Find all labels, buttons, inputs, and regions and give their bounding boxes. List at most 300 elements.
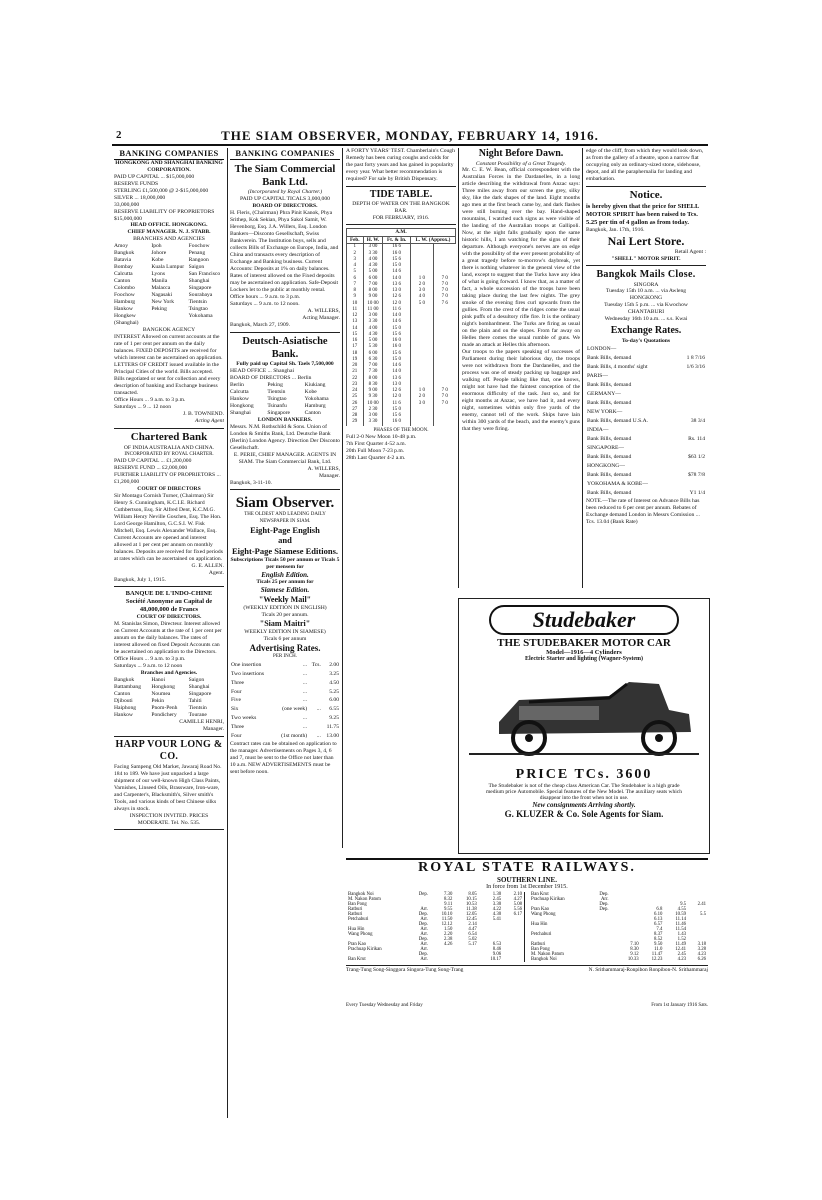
- table-cell: 1/6 3/16: [686, 363, 705, 370]
- tide-cell: 11 6: [383, 401, 410, 407]
- table-cell: 6.53: [492, 942, 502, 947]
- hsbc-branches: [114, 243, 224, 327]
- table-cell: [677, 426, 706, 435]
- table-cell: [677, 408, 706, 417]
- exchange-row: [586, 444, 706, 453]
- mail-line: Tuesday 15th 5 p.m. ... via Kwochow: [604, 302, 688, 309]
- branch-name: Hongkong: [151, 683, 175, 690]
- branch-name: Tourane: [188, 711, 207, 718]
- tide-cell: 10 00: [363, 301, 383, 307]
- table-cell: (1st month): [281, 733, 308, 740]
- table-cell: SINGAPORE—: [587, 444, 624, 451]
- railway-timetable: [346, 858, 708, 1116]
- tide-cell: 8 00: [363, 288, 383, 294]
- table-cell: [308, 714, 322, 723]
- table-cell: 5.17: [468, 942, 477, 947]
- studebaker-body: The Studebaker is not of the cheap class American Car. The Studebaker is a high grade medium price Automobile. Special features of the New Model. The auxiliary seats which disappear into the front when not in use.: [485, 783, 682, 801]
- table-cell: $78 7/8: [688, 471, 705, 478]
- branch-name: Kobe: [304, 388, 317, 395]
- studebaker-electric: Electric Starter and lighting (Wagner-System): [525, 656, 643, 662]
- table-cell: 6.26: [697, 957, 706, 962]
- table-cell: 7.30: [443, 892, 453, 897]
- branch-name: Tsinanfu: [267, 402, 287, 409]
- table-cell: Dep.: [418, 937, 428, 942]
- table-cell: 38 3/4: [690, 417, 705, 424]
- table-cell: 11.50: [441, 917, 453, 922]
- notice-body: is hereby given that the price for SHELL MOTOR SPIRIT has been raised to Tcs. 5.25 per tin of 4 gallon as from today.: [586, 202, 699, 226]
- branch-name: Noumea: [151, 690, 171, 697]
- table-cell: ...: [302, 679, 308, 686]
- branch-name: [151, 313, 186, 327]
- tide-cell: 26: [347, 401, 364, 407]
- newspaper-page: [112, 122, 708, 1122]
- table-cell: Hua Hin: [348, 927, 365, 932]
- tide-cell: 3 0: [410, 401, 433, 407]
- table-cell: 6.55: [329, 706, 339, 713]
- column-rule: [227, 148, 228, 1118]
- observer-sub2: Ticals 25 per annum for: [256, 579, 314, 586]
- deutsch-head: HEAD OFFICE ... Shanghai: [230, 367, 295, 374]
- mail-line: SINGORA: [633, 281, 659, 288]
- branch-name: Pekin: [151, 697, 165, 704]
- table-cell: [677, 462, 706, 471]
- table-cell: 12.23: [651, 957, 663, 962]
- table-cell: [308, 670, 322, 679]
- chartered-capital: [114, 458, 224, 486]
- table-cell: ...: [302, 697, 308, 704]
- table-cell: 2.41: [697, 902, 706, 907]
- exchange-row: [586, 381, 706, 390]
- table-cell: 5.41: [492, 917, 502, 922]
- table-cell: 1.50: [443, 927, 453, 932]
- store-name: Nai Lert Store.: [607, 234, 685, 249]
- tide-cell: 28: [347, 413, 364, 419]
- cough-notice: A FORTY YEARS' TEST. Chamberlain's Cough Remedy has been curing coughs and colds for the past forty years and has gained in popularity every year. What better recommendation is required? For sale by British Dispensary.: [346, 148, 455, 182]
- branch-name: Hanoi: [151, 676, 165, 683]
- article-body-2: Our troops to the papers speaking of successes of Parliament during their laborious day, the troops were not withdrawn from the Dardanelles, and the process was one of steady packing up baggage and walking off. People talking like that, one knows, might not have had the faintest conception of the enormous difficulty of the task. Just so, and for eight months at Anzac, we have had it, and every night, sometimes within only five yards of the enemy, cannot tell of the work. Ships have lain within 300 yards of the beach, and the enemy's guns that they were firing.: [462, 349, 580, 432]
- branch-name: Canton: [304, 409, 321, 416]
- branch-name: Peking: [267, 381, 283, 388]
- table-cell: 4.26: [443, 942, 453, 947]
- branch-name: Hankow: [230, 395, 249, 402]
- table-cell: 11.49: [675, 942, 687, 947]
- table-cell: Bank Bills, 4 months' sight: [587, 363, 648, 370]
- tide-cell: 15 0: [383, 357, 410, 363]
- table-cell: 4.50: [329, 679, 339, 686]
- table-cell: 11.75: [326, 724, 339, 731]
- table-cell: YOKOHAMA & KOBE—: [587, 480, 648, 487]
- tide-title: TIDE TABLE.: [369, 188, 433, 200]
- branch-name: Bangkok: [114, 676, 135, 683]
- table-cell: 10.59: [675, 912, 687, 917]
- tide-cell: 10 00: [363, 401, 383, 407]
- table-cell: 9.12: [630, 952, 639, 957]
- weekly-mail-price: Ticals 20 per annum.: [261, 612, 309, 619]
- table-cell: 2.00: [329, 661, 339, 668]
- mail-line: HONGKONG: [629, 295, 663, 302]
- table-cell: [308, 696, 322, 705]
- capital-line: RESERVE FUND ... £2,000,000: [114, 465, 188, 471]
- branch-name: Amoy: [114, 243, 128, 250]
- tide-cell: 12 0: [383, 301, 410, 307]
- harp-body: Facing Sampeng Old Market, Jawaraj Road No. 184 to 189. We have just unpacked a large shipment of our well-known High Class Paints, Varnishes, Linseed Oils, Brassware, Iron-ware, and Carpenter's, Blacksmith's, Silver smith's Tools, and various kinds of best Chinese silks always in stock.: [114, 763, 222, 812]
- branch-name: Djibouti: [114, 697, 133, 704]
- tide-cell: 15 0: [383, 326, 410, 332]
- tide-cell: [433, 244, 455, 251]
- table-cell: ...: [302, 661, 308, 668]
- tide-cell: 7: [347, 282, 364, 288]
- table-cell: Bank Bills, demand: [587, 435, 632, 442]
- chartered-name: Chartered Bank: [130, 431, 208, 444]
- siam-maitri-price: Ticals 6 per annum: [263, 636, 307, 643]
- adv-rates-note: Contract rates can be obtained on application to the manager. Advertisements on Pages 3, 4, 6 and 7, must be sent to the Office not later than 10 a.m. NEW ADVERTISEMENTS must be sent before noon.: [230, 741, 337, 776]
- table-cell: Four: [231, 733, 242, 740]
- tide-cell: 9: [347, 294, 364, 300]
- table-cell: Rs. 114: [688, 435, 705, 442]
- tide-cell: 2: [347, 251, 364, 257]
- table-cell: M. Nakon Patom: [531, 952, 564, 957]
- branch-name: Canton: [114, 278, 131, 285]
- table-cell: 8.30: [630, 947, 639, 952]
- tide-header-row: [347, 236, 456, 244]
- branch-name: Kuala Lumpur: [151, 264, 185, 271]
- tide-cell: 7 0: [433, 282, 455, 288]
- table-cell: 2.20: [443, 932, 453, 937]
- tide-cell: 25: [347, 394, 364, 400]
- table-cell: Bangkok Noi: [348, 892, 374, 897]
- moon-phase: 28th Last Quarter 4-2 a.m.: [346, 454, 406, 461]
- table-cell: Wang Phong: [531, 912, 556, 917]
- studebaker-title: THE STUDEBAKER MOTOR CAR: [497, 637, 671, 649]
- weekly-mail-sub: (WEEKLY EDITION IN ENGLISH): [243, 605, 327, 612]
- table-cell: 8.46: [492, 947, 502, 952]
- table-cell: 1.30: [492, 892, 502, 897]
- table-cell: Wang Phong: [348, 932, 373, 937]
- observer-name: Siam Observer.: [235, 494, 335, 511]
- table-cell: 4.30: [492, 912, 502, 917]
- hsbc-name: HONGKONG AND SHANGHAI BANKING CORPORATION.: [115, 159, 223, 173]
- tide-cell: 14 6: [383, 319, 410, 325]
- mail-line: Wednesday 16th 10 a.m. ... s.s. Kwai: [604, 316, 688, 323]
- tide-cell: 4 30: [363, 263, 383, 269]
- branch-name: Berlin: [230, 381, 244, 388]
- studebaker-model: Model—1916—4 Cylinders: [546, 649, 622, 656]
- harp-footer: INSPECTION INVITED. PRICES MODERATE. Tel. No. 535.: [129, 812, 209, 826]
- branch-name: Calcutta: [230, 388, 249, 395]
- tide-am-label: A.M.: [347, 229, 456, 237]
- hsbc-head-office: HEAD OFFICE. HONGKONG.: [130, 222, 208, 229]
- branch-name: Tsingtao: [188, 306, 208, 313]
- table-cell: 4.27: [513, 897, 522, 902]
- hsbc-capital: [114, 174, 224, 223]
- table-cell: 2.45: [492, 897, 502, 902]
- railway-line: SOUTHERN LINE.: [497, 876, 557, 884]
- tide-cell: 5 00: [363, 338, 383, 344]
- table-cell: 4.47: [468, 927, 477, 932]
- branch-name: Battambang: [114, 683, 142, 690]
- table-cell: Arr.: [420, 907, 428, 912]
- exchange-row: [586, 480, 706, 489]
- table-cell: 10.53: [465, 902, 477, 907]
- table-cell: 8.05: [468, 892, 477, 897]
- mails-title: Bangkok Mails Close.: [596, 269, 696, 280]
- branch-name: Manila: [151, 278, 168, 285]
- tide-sub: DEPTH OF WATER ON THE BANGKOK BAR.: [352, 201, 450, 215]
- tide-cell: 14 0: [383, 276, 410, 282]
- table-cell: Arr.: [420, 927, 428, 932]
- table-cell: 8.37: [653, 932, 663, 937]
- tide-cell: [433, 419, 455, 425]
- table-cell: Bank Bills, demand: [587, 453, 632, 460]
- tide-cell: 1: [347, 244, 364, 251]
- tide-cell: 5 30: [363, 344, 383, 350]
- table-cell: Pran Kao: [348, 942, 366, 947]
- shell-spirit: "SHELL" MOTOR SPIRIT.: [611, 256, 681, 263]
- branch-name: Kobe: [151, 257, 164, 264]
- studebaker-ad: [458, 598, 710, 854]
- table-cell: Ratburi: [348, 912, 363, 917]
- table-cell: Pran Kao: [531, 907, 549, 912]
- table-cell: ...: [316, 706, 321, 713]
- table-cell: 6.57: [653, 922, 663, 927]
- branch-name: Canton: [114, 690, 131, 697]
- railway-lower-left: Trang-Tung Song-Singgora Singora-Tung Song-Trang: [346, 967, 464, 973]
- tide-cell: 5: [347, 269, 364, 275]
- rate-row: [230, 732, 340, 741]
- rate-row: [230, 679, 340, 688]
- table-cell: 2.45: [677, 952, 687, 957]
- indochine-name: BANQUE DE L'INDO-CHINE: [125, 589, 213, 597]
- tide-cell: 3 30: [363, 251, 383, 257]
- tide-cell: 13 0: [383, 382, 410, 388]
- exchange-row: [586, 471, 706, 480]
- table-cell: 8.32: [443, 897, 453, 902]
- hsbc-branches-title: BRANCHES AND AGENCIES: [133, 236, 205, 243]
- branch-name: New York: [151, 299, 175, 306]
- railway-lower-right: N. Srithammaraj-Ronpibon Ronpibon-N. Srithammaraj: [588, 967, 708, 973]
- rate-row: [230, 723, 340, 732]
- tide-cell: 4 30: [363, 332, 383, 338]
- chartered-signature: G. E. ALLEN.: [191, 562, 224, 569]
- railway-row: [529, 957, 708, 962]
- table-cell: Three: [231, 679, 245, 686]
- table-cell: 9.11: [444, 902, 453, 907]
- indochine-hours: [114, 656, 224, 670]
- branch-name: Tientsin: [188, 704, 207, 711]
- siam-bank-date: Bangkok, March 27, 1909.: [230, 321, 290, 328]
- table-cell: 12.45: [465, 917, 477, 922]
- hsbc-hours: [114, 397, 224, 411]
- branch-name: Tsingtao: [267, 395, 287, 402]
- observer-sub1: Subscriptions Ticals 50 per annum or Ticals 5 per mensem for: [230, 556, 340, 570]
- tide-cell: 8 30: [363, 382, 383, 388]
- siam-bank-signature: A. WILLERS,: [307, 307, 340, 314]
- tide-cell: 14 6: [383, 363, 410, 369]
- table-cell: 10.17: [490, 957, 502, 962]
- table-cell: ...: [316, 733, 321, 740]
- table-cell: Bank Bills, demand: [587, 354, 632, 361]
- tide-cell: 7 0: [433, 394, 455, 400]
- mails-list: [586, 282, 706, 324]
- edition-line: Eight-Page English: [250, 524, 320, 535]
- table-cell: Arr.: [420, 947, 428, 952]
- branch-name: Kiukiang: [304, 381, 326, 388]
- deutsch-london: LONDON BANKERS.: [257, 416, 313, 423]
- tide-cell: 9 00: [363, 294, 383, 300]
- page-number: 2: [116, 129, 122, 141]
- table-cell: 6.10: [653, 912, 663, 917]
- tide-cell: 16 0: [383, 419, 410, 425]
- tide-cell: 7 30: [363, 369, 383, 375]
- office-hours-line: Saturdays ... 9 ... 12 noon: [114, 404, 172, 411]
- branch-name: Shanghai: [188, 278, 210, 285]
- observer-siamese: Siamese Edition.: [260, 586, 310, 595]
- table-cell: ...: [302, 670, 308, 677]
- table-cell: ...: [302, 688, 308, 695]
- exchange-subtitle: To-day's Quotations: [621, 337, 671, 344]
- table-cell: 7.4: [656, 927, 663, 932]
- tide-cell: 6 00: [363, 276, 383, 282]
- table-cell: 12.41: [675, 947, 687, 952]
- office-hours-line: Saturdays ... 9 a.m. to 12 noon.: [230, 300, 300, 307]
- tide-cell: 29: [347, 419, 364, 425]
- branch-name: Penang: [188, 250, 206, 257]
- table-cell: [677, 444, 706, 453]
- masthead: [112, 128, 708, 146]
- tide-row: [347, 244, 456, 251]
- hsbc-body: INTEREST Allowed on current accounts at the rate of 1 per cent per annum on the daily balances. FIXED DEPOSITS are received for which interest can be ascertained on application. LETTERS OF CREDIT issued available in the Principal Cities of the world. Bills accepted. Bills negotiated or sent for collection and every description of banking and Exchange business transacted.: [114, 334, 223, 397]
- table-cell: Bank Bills, demand U.S.A.: [587, 417, 649, 424]
- notice-title: Notice.: [629, 188, 663, 201]
- tide-cell: 15: [347, 332, 364, 338]
- table-cell: 1.43: [677, 932, 687, 937]
- table-cell: Tcs.: [311, 661, 321, 668]
- tide-cell: 11 00: [363, 307, 383, 313]
- table-cell: 7.10: [630, 942, 639, 947]
- railway-row: [346, 957, 525, 962]
- table-cell: 9.06: [492, 952, 502, 957]
- tide-cell: 15 6: [383, 413, 410, 419]
- table-cell: ...: [302, 715, 308, 722]
- section-heading: BANKING COMPANIES: [230, 148, 340, 160]
- siam-bank-board: BOARD OF DIRECTORS.: [252, 202, 318, 209]
- tide-table: [346, 228, 456, 425]
- indochine-branches: [114, 677, 224, 719]
- table-cell: One insertion: [231, 661, 262, 668]
- table-cell: 4.55: [677, 907, 687, 912]
- tide-cell: 11 6: [383, 307, 410, 313]
- tide-cell: 3 0: [410, 288, 433, 294]
- tide-cell: 7 0: [433, 276, 455, 282]
- table-cell: Bangkok Noi: [531, 957, 557, 962]
- tide-cell: 7 0: [433, 401, 455, 407]
- tide-cell: 16 0: [383, 344, 410, 350]
- table-cell: 1 8 7/16: [686, 354, 705, 361]
- tide-column-header: Feb.: [347, 236, 364, 244]
- table-cell: Ratburi: [531, 942, 546, 947]
- tide-cell: 5 0: [410, 301, 433, 307]
- table-cell: Prachuap Kirikan: [531, 897, 565, 902]
- office-hours-line: Office Hours ... 9 a.m. to 3 p.m.: [114, 656, 186, 663]
- table-cell: [677, 345, 706, 354]
- tide-cell: 14 0: [383, 369, 410, 375]
- exchange-row: [586, 399, 706, 408]
- tide-cell: 13 0: [383, 288, 410, 294]
- table-cell: 3.18: [697, 942, 706, 947]
- tide-cell: 7 6: [433, 301, 455, 307]
- indochine-court: COURT OF DIRECTORS.: [136, 614, 202, 621]
- branch-name: Pondichery: [151, 711, 177, 718]
- retail-agent: Retail Agent :: [674, 249, 706, 256]
- tide-cell: 3: [347, 257, 364, 263]
- table-cell: 4.22: [492, 907, 502, 912]
- tide-cell: 16 0: [383, 338, 410, 344]
- table-cell: Dep.: [599, 907, 609, 912]
- table-cell: 3.28: [697, 947, 706, 952]
- column-rule: [458, 148, 459, 588]
- tide-cell: 3 00: [363, 244, 383, 251]
- table-cell: Bank Bills, demand: [587, 471, 632, 478]
- hsbc-chief-manager: CHIEF MANAGER. N. J. STABB.: [127, 229, 211, 236]
- railway-up-table: [529, 892, 708, 962]
- tide-cell: 1 0: [410, 276, 433, 282]
- tide-cell: 3 30: [363, 419, 383, 425]
- hsbc-agency: BANGKOK AGENCY: [142, 327, 196, 334]
- table-cell: [308, 679, 322, 688]
- deutsch-date: Bangkok, 3-11-10.: [230, 479, 272, 486]
- table-cell: 1.52: [677, 937, 687, 942]
- table-cell: Ban Krut: [531, 892, 549, 897]
- deutsch-body: Messrs. N.M. Rothschild & Sons. Union of London & Smiths Bank, Ltd. Deutsche Bank (Berlin) London Agency. Direction Der Disconto Gesellschaft.: [230, 423, 340, 451]
- table-cell: Arr.: [420, 942, 428, 947]
- table-cell: Bank Bills, demand: [587, 381, 632, 388]
- studebaker-agent: G. KLUZER & Co. Sole Agents for Siam.: [504, 809, 664, 819]
- table-cell: Six: [231, 706, 239, 713]
- tide-cell: 12 6: [383, 294, 410, 300]
- table-cell: [677, 390, 706, 399]
- table-cell: 6.00: [329, 697, 339, 704]
- table-cell: Y1 1/4: [689, 489, 705, 496]
- branch-name: Hamburg: [304, 402, 326, 409]
- siam-bank-hours: [230, 294, 340, 308]
- tide-cell: 20: [347, 363, 364, 369]
- siam-bank-body: H. Fleris, (Chairman) Phra Pinit Kanok, Phya Srithep, Kok Sekian, Phya Sakol Samit, W. Hevenborg, Esq. J.A. Willers, Esq. London Bankers—Disconto Gesellschaft, Swiss Bankverein. The Institution buys, sells and collects Bills of Exchange on Europe, India, and China and transacts every description of Exchange and Banking business. Current Accounts: Deposits at 1% on daily balances. Rates of interest allowed on the Fixed deposits may be ascertained on application. Safe-Deposit Lockers let to the public at monthly rental.: [230, 209, 339, 293]
- indochine-branches-title: Branches and Agencies.: [140, 669, 198, 676]
- branch-name: Singapore: [188, 690, 212, 697]
- siam-bank-signature-title: Acting Manager.: [302, 314, 340, 321]
- exchange-table: [586, 345, 706, 498]
- railway-down-table: [346, 892, 525, 962]
- hsbc-signature: J. B. TOWNEND.: [183, 411, 224, 418]
- tide-column-header: H. W.: [363, 236, 383, 244]
- table-cell: Dep.: [418, 952, 428, 957]
- capital-line: STERLING £1,500,000 @ 2-$15,000,000: [114, 187, 209, 194]
- office-hours-line: Saturdays ... 9 a.m. to 12 noon: [114, 663, 183, 669]
- tide-cell: 14: [347, 326, 364, 332]
- rate-row: [230, 661, 340, 670]
- tide-cell: 4 0: [410, 294, 433, 300]
- table-cell: GERMANY—: [587, 390, 621, 397]
- exchange-row: [586, 408, 706, 417]
- tide-cell: 24: [347, 388, 364, 394]
- table-cell: 12.12: [441, 922, 453, 927]
- deutsch-name: Deutsch-Asiatische Bank.: [242, 335, 328, 360]
- tide-cell: 14 6: [383, 269, 410, 275]
- table-cell: 12.05: [465, 912, 477, 917]
- tide-cell: 2 0: [410, 394, 433, 400]
- table-cell: 9.5: [680, 902, 687, 907]
- adv-rates-table: [230, 661, 340, 742]
